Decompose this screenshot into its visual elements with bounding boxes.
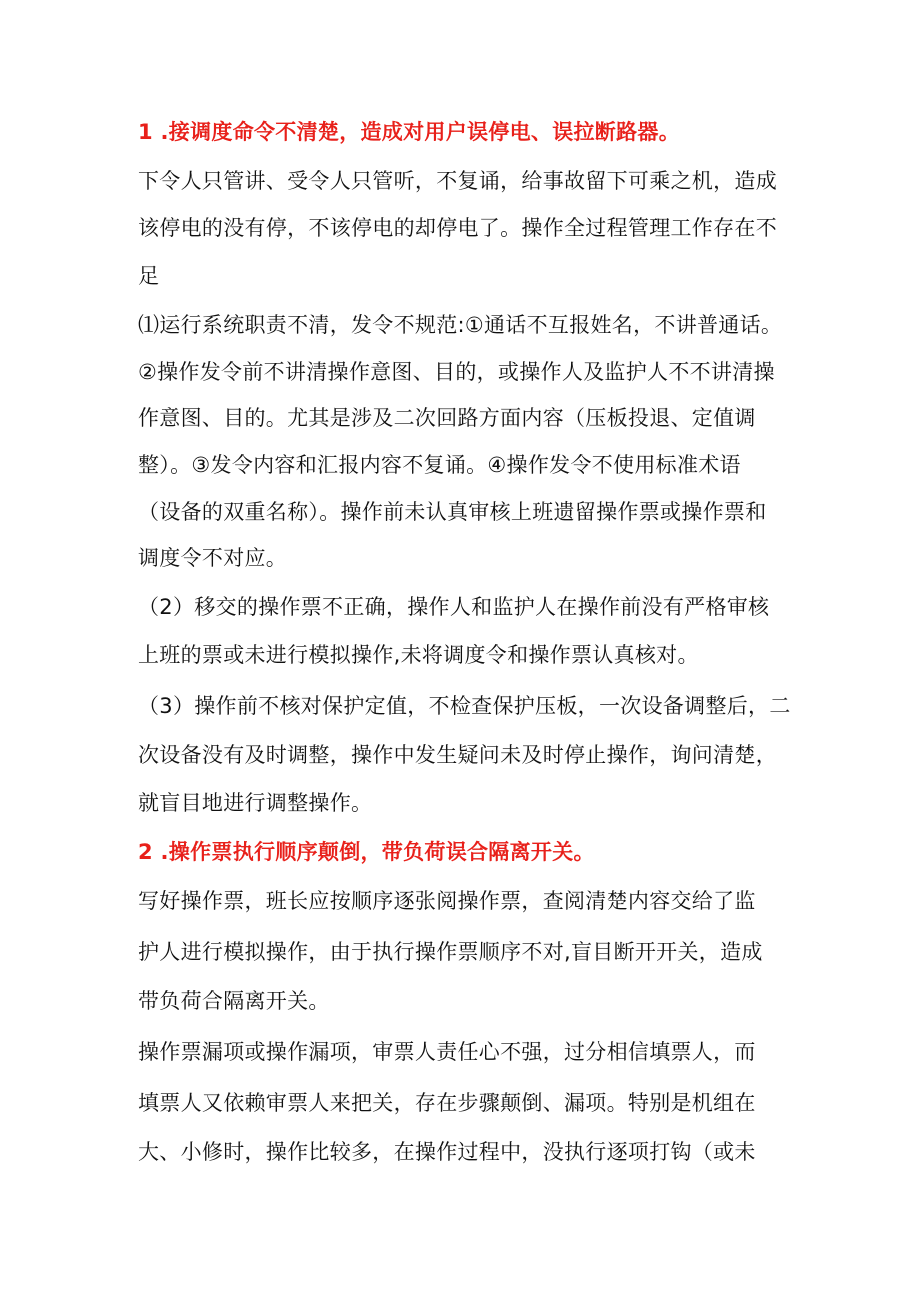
paragraph-line: （3）操作前不核对保护定值，不检查保护压板，一次设备调整后，二: [138, 694, 791, 718]
paragraph-line: 足: [138, 264, 160, 288]
paragraph-line: 上班的票或未进行模拟操作,未将调度令和操作票认真核对。: [138, 643, 699, 667]
paragraph-line: 就盲目地进行调整操作。: [138, 791, 373, 815]
paragraph-line: （设备的双重名称）。操作前未认真审核上班遗留操作票或操作票和: [138, 500, 767, 524]
paragraph-line: 大、小修时，操作比较多，在操作过程中，没执行逐项打钩（或未: [138, 1140, 756, 1164]
paragraph-line: 带负荷合隔离开关。: [138, 989, 330, 1013]
paragraph-line: 下令人只管讲、受令人只管听，不复诵，给事故留下可乘之机，造成: [138, 169, 777, 193]
paragraph-line: （2）移交的操作票不正确，操作人和监护人在操作前没有严格审核: [138, 595, 770, 619]
paragraph-line: 次设备没有及时调整，操作中发生疑问未及时停止操作，询问清楚，: [138, 743, 777, 767]
paragraph-line: 整）。③发令内容和汇报内容不复诵。④操作发令不使用标准术语: [138, 453, 741, 477]
paragraph-line: 作意图、目的。尤其是涉及二次回路方面内容（压板投退、定值调: [138, 406, 756, 430]
paragraph-line: ②操作发令前不讲清操作意图、目的，或操作人及监护人不不讲清操: [138, 360, 775, 384]
section-heading-1: 1 .接调度命令不清楚，造成对用户误停电、误拉断路器。: [138, 120, 680, 144]
paragraph-line: 该停电的没有停，不该停电的却停电了。操作全过程管理工作存在不: [138, 216, 777, 240]
paragraph-line: 填票人又依赖审票人来把关，存在步骤颠倒、漏项。特别是机组在: [138, 1091, 756, 1115]
paragraph-line: 护人进行模拟操作，由于执行操作票顺序不对,盲目断开开关，造成: [138, 940, 763, 964]
paragraph-line: ⑴运行系统职责不清，发令不规范:①通话不互报姓名，不讲普通话。: [138, 313, 783, 337]
paragraph-line: 操作票漏项或操作漏项，审票人责任心不强，过分相信填票人，而: [138, 1040, 756, 1064]
paragraph-line: 调度令不对应。: [138, 546, 288, 570]
section-heading-2: 2 .操作票执行顺序颠倒，带负荷误合隔离开关。: [138, 840, 595, 864]
paragraph-line: 写好操作票，班长应按顺序逐张阅操作票，查阅清楚内容交给了监: [138, 889, 756, 913]
